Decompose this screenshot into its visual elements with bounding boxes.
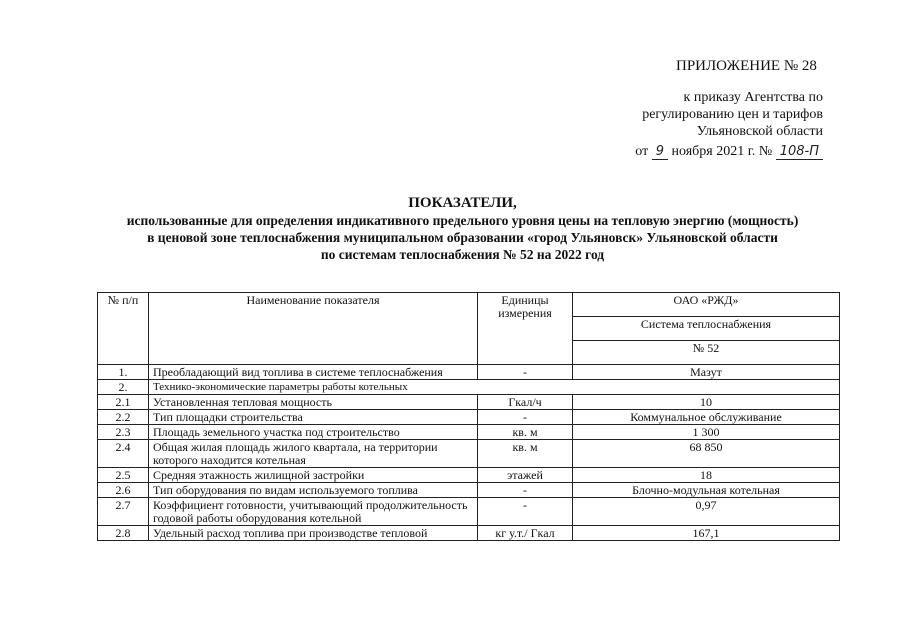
row-name: Преобладающий вид топлива в системе теплоснабжения — [149, 365, 478, 380]
header-org: ОАО «РЖД» — [573, 293, 840, 317]
header-num: № п/п — [98, 293, 149, 365]
row-value: 68 850 — [573, 440, 840, 468]
title-main: ПОКАЗАТЕЛИ, — [408, 195, 517, 211]
title-line: по системам теплоснабжения № 52 на 2022 год — [320, 247, 605, 262]
table-row — [98, 410, 840, 425]
row-name: Установленная тепловая мощность — [149, 395, 478, 410]
row-num: 2. — [98, 380, 149, 395]
row-unit: - — [478, 410, 573, 425]
order-reference — [635, 89, 823, 160]
table-row — [98, 395, 840, 410]
header-system: Система теплоснабжения — [573, 316, 840, 341]
table-row — [98, 483, 840, 498]
row-name: Площадь земельного участка под строительство — [149, 425, 478, 440]
row-num: 2.5 — [98, 468, 149, 483]
header-system-no: № 52 — [573, 341, 840, 365]
row-value: 0,97 — [573, 498, 840, 526]
row-unit: кг у.т./ Гкал — [478, 526, 573, 541]
order-line: регулированию цен и тарифов — [642, 107, 823, 122]
header-unit: Единицы измерения — [478, 293, 573, 365]
handwritten-day: 9 — [652, 145, 668, 160]
row-unit: - — [478, 483, 573, 498]
row-num: 2.3 — [98, 425, 149, 440]
row-value: Коммунальное обслуживание — [573, 410, 840, 425]
row-num: 1. — [98, 365, 149, 380]
row-unit: кв. м — [478, 440, 573, 468]
table-row — [98, 380, 840, 395]
row-value: 167,1 — [573, 526, 840, 541]
table-row — [98, 526, 840, 541]
table-row — [98, 440, 840, 468]
annex-number: ПРИЛОЖЕНИЕ № 28 — [676, 58, 817, 74]
row-num: 2.2 — [98, 410, 149, 425]
row-num: 2.6 — [98, 483, 149, 498]
row-unit: Гкал/ч — [478, 395, 573, 410]
table-row — [98, 365, 840, 380]
row-unit: кв. м — [478, 425, 573, 440]
order-date-line — [635, 143, 823, 160]
date-prefix: от — [635, 144, 649, 159]
row-unit: этажей — [478, 468, 573, 483]
row-name: Средняя этажность жилищной застройки — [149, 468, 478, 483]
document-title — [90, 194, 835, 263]
row-value: Блочно-модульная котельная — [573, 483, 840, 498]
order-line: к приказу Агентства по — [683, 90, 823, 105]
order-line: Ульяновской области — [696, 124, 823, 139]
row-value: Мазут — [573, 365, 840, 380]
title-line: в ценовой зоне теплоснабжения муниципальном образовании «город Ульяновск» Ульяновской области — [147, 230, 778, 245]
row-unit: - — [478, 365, 573, 380]
row-name: Удельный расход топлива при производстве тепловой — [149, 526, 478, 541]
row-num: 2.4 — [98, 440, 149, 468]
date-rest: ноября 2021 г. № — [671, 144, 773, 159]
table-row — [98, 425, 840, 440]
handwritten-order-number: 108-П — [776, 145, 823, 160]
row-num: 2.1 — [98, 395, 149, 410]
row-num: 2.8 — [98, 526, 149, 541]
row-name: Тип оборудования по видам используемого топлива — [149, 483, 478, 498]
row-unit: - — [478, 498, 573, 526]
row-name: Тип площадки строительства — [149, 410, 478, 425]
row-num: 2.7 — [98, 498, 149, 526]
title-line: использованные для определения индикативного предельного уровня цены на тепловую энергию (мощность) — [126, 213, 799, 228]
row-name: Общая жилая площадь жилого квартала, на территории которого находится котельная — [149, 440, 478, 468]
header-name: Наименование показателя — [149, 293, 478, 365]
row-section-name: Технико-экономические параметры работы котельных — [149, 380, 840, 395]
row-value: 10 — [573, 395, 840, 410]
table-row — [98, 468, 840, 483]
row-value: 18 — [573, 468, 840, 483]
row-value: 1 300 — [573, 425, 840, 440]
indicators-table — [97, 292, 840, 541]
row-name: Коэффициент готовности, учитывающий продолжительность годовой работы оборудования котельной — [149, 498, 478, 526]
table-row — [98, 498, 840, 526]
